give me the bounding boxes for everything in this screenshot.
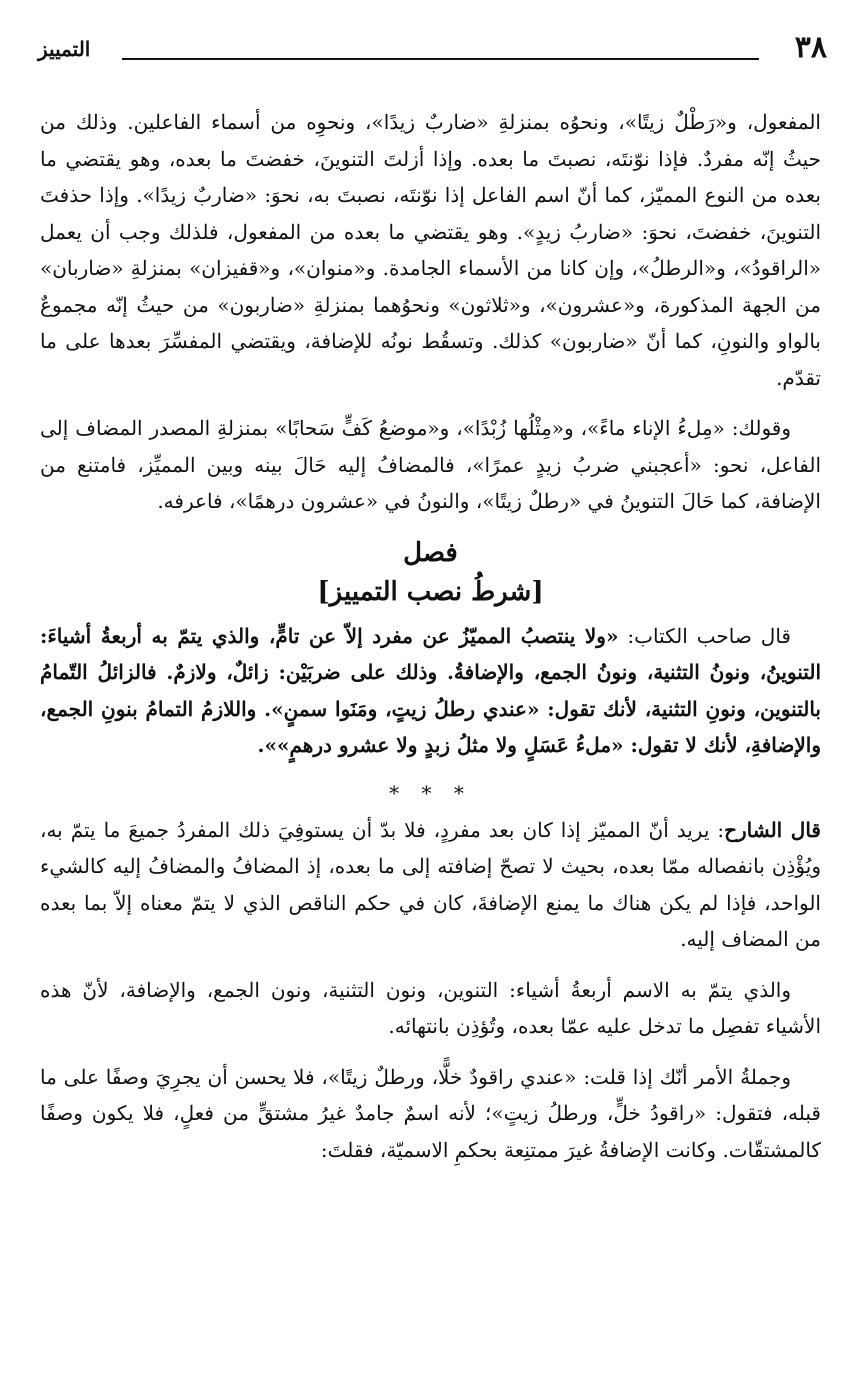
- running-title: التمييز: [38, 37, 91, 61]
- header-rule: [122, 58, 759, 60]
- paragraph: المفعول، و«رَطْلٌ زيتًا»، ونحوُه بمنزلةِ «ضاربٌ زيدًا»، ونحوِه من أسماء الفاعلين. وذلك من حيثُ إنّه مفردٌ. فإذا نوّنتَه، نصبتَ ما بعده. وإذا أزلتَ التنوينَ، خفضتَ ما بعده، وهو يقتضي ما بعده من النوع المميّز، كما أنّ اسم الفاعل إذا نوّنتَه، نصبتَ به، نحوَ: «ضاربٌ زيدًا». وإذا حذفتَ التنوينَ، خفضتَ، نحوَ: «ضاربُ زيدٍ». وهو يقتضي ما بعده من المفعول، فلذلك وجب أن يعمل «الراقودُ»، و«الرطلُ»، وإن كانا من الأسماء الجامدة. و«منوان»، و«قفيزان» بمنزلةِ «ضاربان» من الجهة المذكورة، و«عشرون»، و«ثلاثون» ونحوُهما بمنزلةِ «ضاربون» من حيثُ إنّه مجموعٌ بالواو والنونِ، كما أنّ «ضاربون» كذلك. وتسقُط نونُه للإضافة، ويقتضي المفسِّرَ بعدها على ما تقدّم.: [40, 110, 821, 390]
- commentary-text: : يريد أنّ المميّز إذا كان بعد مفردٍ، فلا بدّ أن يستوفِيَ ذلك المفردُ جميعَ ما يتمّ به، ويُؤْذِن بانفصاله ممّا بعده، بحيث لا تصحّ إضافته إلى ما بعده، إذ المضافُ والمضافُ إليه كالشيء الواحد، فإذا لم يكن هناك ما يمنع الإضافةَ، كان في حكم الناقص الذي لا يتمّ معناه إلاّ بما بعده من المضاف إليه.: [40, 817, 821, 951]
- author-quote-paragraph: [40, 618, 821, 764]
- quote-intro: قال صاحب الكتاب:: [618, 623, 791, 648]
- paragraph: وقولك: «مِلءُ الإناء ماءً»، و«مِثْلُها زُبْدًا»، و«موضعُ كَفٍّ سَحابًا» بمنزلةِ المصدر المضاف إلى الفاعل، نحو: «أعجبني ضربُ زيدٍ عمرًا»، فالمضافُ إليه حَالَ بينه وبين المميِّز، فامتنع من الإضافة، كما حَالَ التنوينُ في «رطلٌ زيتًا»، والنونُ في «عشرون درهمًا»، فاعرفه.: [40, 416, 821, 513]
- author-quote: «ولا ينتصبُ المميّزُ عن مفرد إلاّ عن تامٍّ، والذي يتمّ به أربعةُ أشياءَ: التنوينُ، ونونُ التثنية، ونونُ الجمع، والإضافةُ. وذلك على ضربَيْن: زائلٌ، ولازمٌ. فالزائلُ التّمامُ بالتنوين، ونونِ التثنية، لأنك تقول: «عندي رطلُ زيتٍ، ومَنَوا سمنٍ». واللازمُ التمامُ بنونِ الجمع، والإضافةِ، لأنك لا تقول: «ملءُ عَسَلٍ ولا مثلُ زبدٍ ولا عشرو درهمٍ»».: [40, 623, 821, 757]
- running-header: [38, 30, 827, 70]
- page-body: [40, 104, 821, 1182]
- section-title: فصل: [403, 537, 458, 568]
- commentator-label: قال الشارح: [724, 817, 821, 842]
- section-divider: * * *: [389, 780, 472, 805]
- page-number: ٣٨: [794, 30, 827, 65]
- commentary-paragraph: [40, 812, 821, 958]
- paragraph: وجملةُ الأمر أنّك إذا قلت: «عندي راقودٌ خلًّا، ورطلٌ زيتًا»، فلا يحسن أن يجرِيَ وصفًا على ما قبله، فتقول: «راقودُ خلٍّ، ورطلُ زيتٍ»؛ لأنه اسمٌ جامدٌ غيرُ مشتقٍّ من فعلٍ، فلا يكون وصفًا كالمشتقّات. وكانت الإضافةُ غيرَ ممتنِعة بحكمِ الاسميّة، فقلتَ:: [40, 1064, 821, 1162]
- paragraph: والذي يتمّ به الاسم أربعةُ أشياء: التنوين، ونون التثنية، ونون الجمع، والإضافة، لأنّ هذه الأشياء تفصِل ما تدخل عليه عمّا بعده، وتُؤذِن بانتهائه.: [40, 977, 821, 1038]
- section-subtitle: [شرطُ نصب التمييز]: [317, 576, 544, 607]
